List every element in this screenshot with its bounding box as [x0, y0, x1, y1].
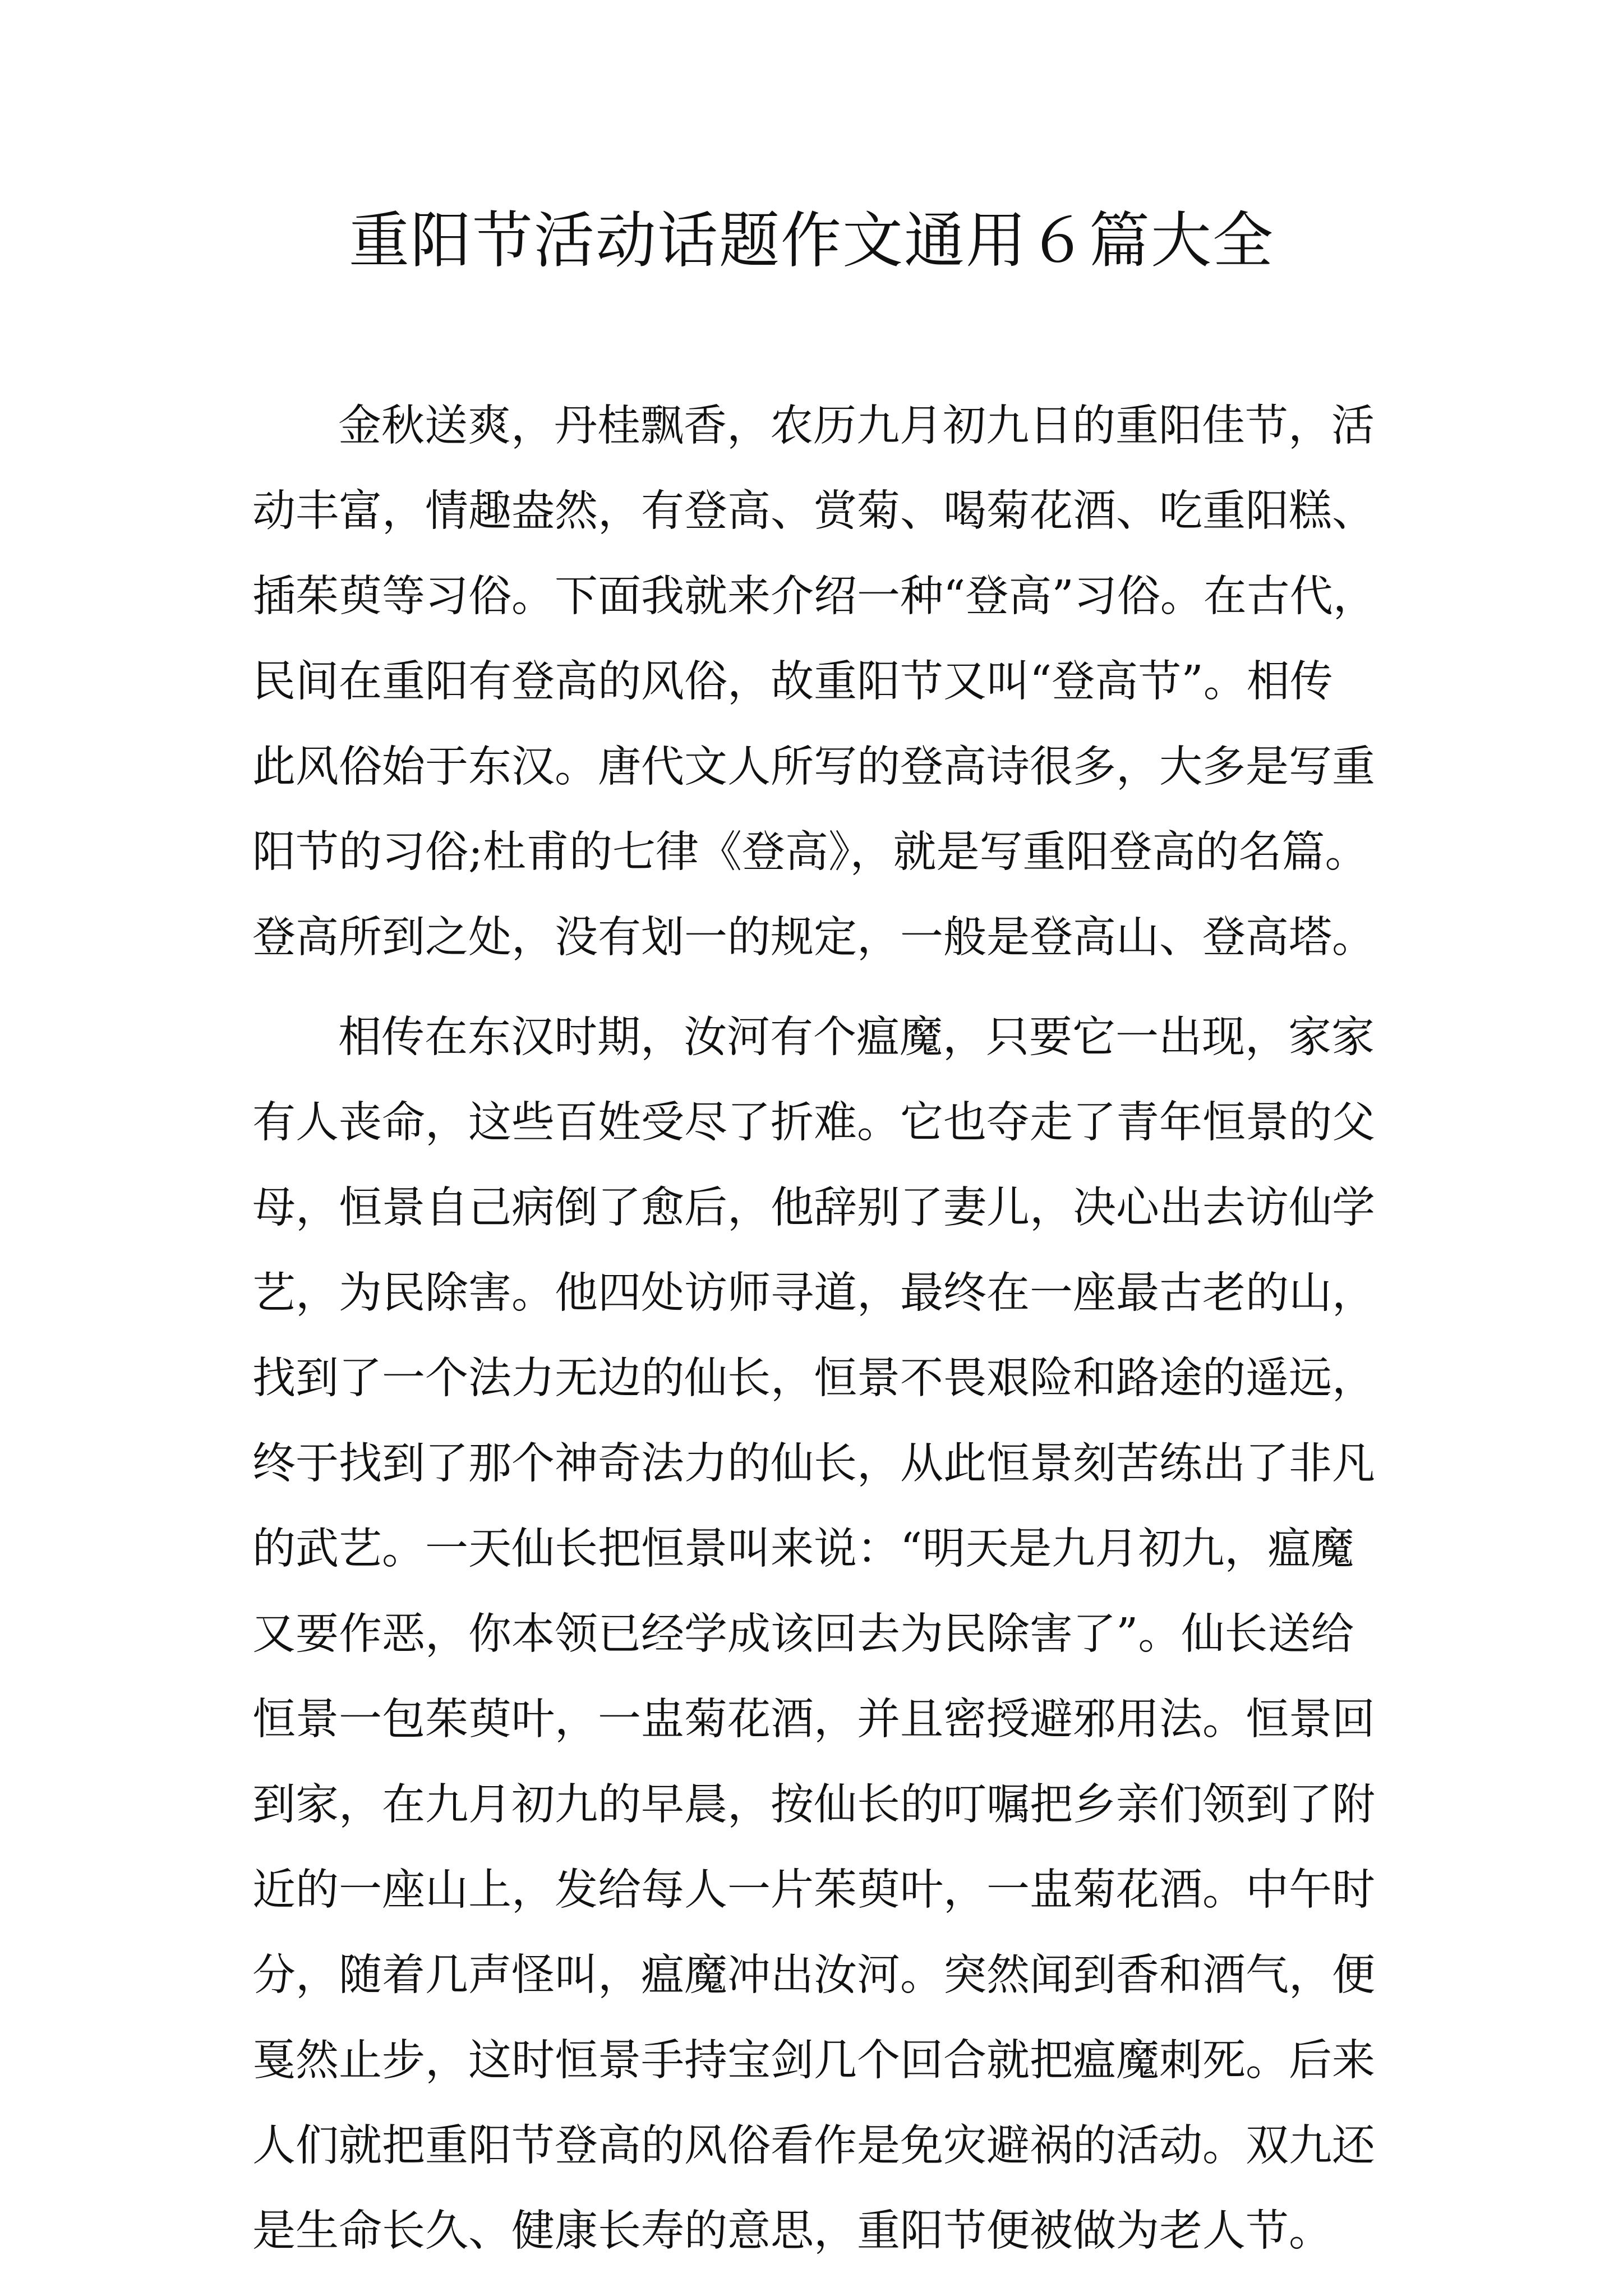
- paragraph-line: 戛然止步，这时恒景手持宝剑几个回合就把瘟魔刺死。后来: [252, 2036, 1375, 2086]
- paragraph-line: 到家，在九月初九的早晨，按仙长的叮嘱把乡亲们领到了附: [252, 1780, 1375, 1830]
- paragraph-line: 终于找到了那个神奇法力的仙长，从此恒景刻苦练出了非凡: [252, 1439, 1375, 1489]
- paragraph-line: 有人丧命，这些百姓受尽了折难。它也夺走了青年恒景的父: [252, 1098, 1375, 1148]
- paragraph-line: 动丰富，情趣盎然，有登高、赏菊、喝菊花酒、吃重阳糕、: [252, 486, 1375, 536]
- document-title: 重阳节活动话题作文通用６篇大全: [348, 206, 1274, 276]
- paragraph-line: 的武艺。一天仙长把恒景叫来说：“明天是九月初九，瘟魔: [252, 1524, 1354, 1574]
- paragraph-line: 人们就把重阳节登高的风俗看作是免灾避祸的活动。双九还: [252, 2121, 1375, 2171]
- paragraph-line: 找到了一个法力无边的仙长，恒景不畏艰险和路途的遥远，: [252, 1354, 1375, 1404]
- paragraph-first-line: 金秋送爽，丹桂飘香，农历九月初九日的重阳佳节，活: [338, 401, 1375, 451]
- paragraph-line: 是生命长久、健康长寿的意思，重阳节便被做为老人节。: [252, 2206, 1332, 2256]
- paragraph-line: 登高所到之处，没有划一的规定，一般是登高山、登高塔。: [252, 913, 1375, 963]
- paragraph-line: 插茱萸等习俗。下面我就来介绍一种“登高”习俗。在古代，: [252, 572, 1376, 622]
- paragraph-line: 分，随着几声怪叫，瘟魔冲出汝河。突然闻到香和酒气，便: [252, 1950, 1375, 2000]
- paragraph-first-line: 相传在东汉时期，汝河有个瘟魔，只要它一出现，家家: [338, 1013, 1375, 1062]
- paragraph-line: 又要作恶，你本领已经学成该回去为民除害了”。仙长送给: [252, 1609, 1354, 1659]
- paragraph-line: 艺，为民除害。他四处访师寻道，最终在一座最古老的山，: [252, 1268, 1375, 1318]
- paragraph-line: 此风俗始于东汉。唐代文人所写的登高诗很多，大多是写重: [252, 742, 1375, 792]
- paragraph-line: 阳节的习俗;杜甫的七律《登高》，就是写重阳登高的名篇。: [252, 827, 1368, 877]
- paragraph-line: 民间在重阳有登高的风俗，故重阳节又叫“登高节”。相传: [252, 657, 1333, 707]
- paragraph-line: 近的一座山上，发给每人一片茱萸叶，一盅菊花酒。中午时: [252, 1865, 1375, 1915]
- paragraph-line: 恒景一包茱萸叶，一盅菊花酒，并且密授避邪用法。恒景回: [252, 1695, 1375, 1745]
- paragraph-line: 母，恒景自己病倒了愈后，他辞别了妻儿，决心出去访仙学: [252, 1183, 1375, 1233]
